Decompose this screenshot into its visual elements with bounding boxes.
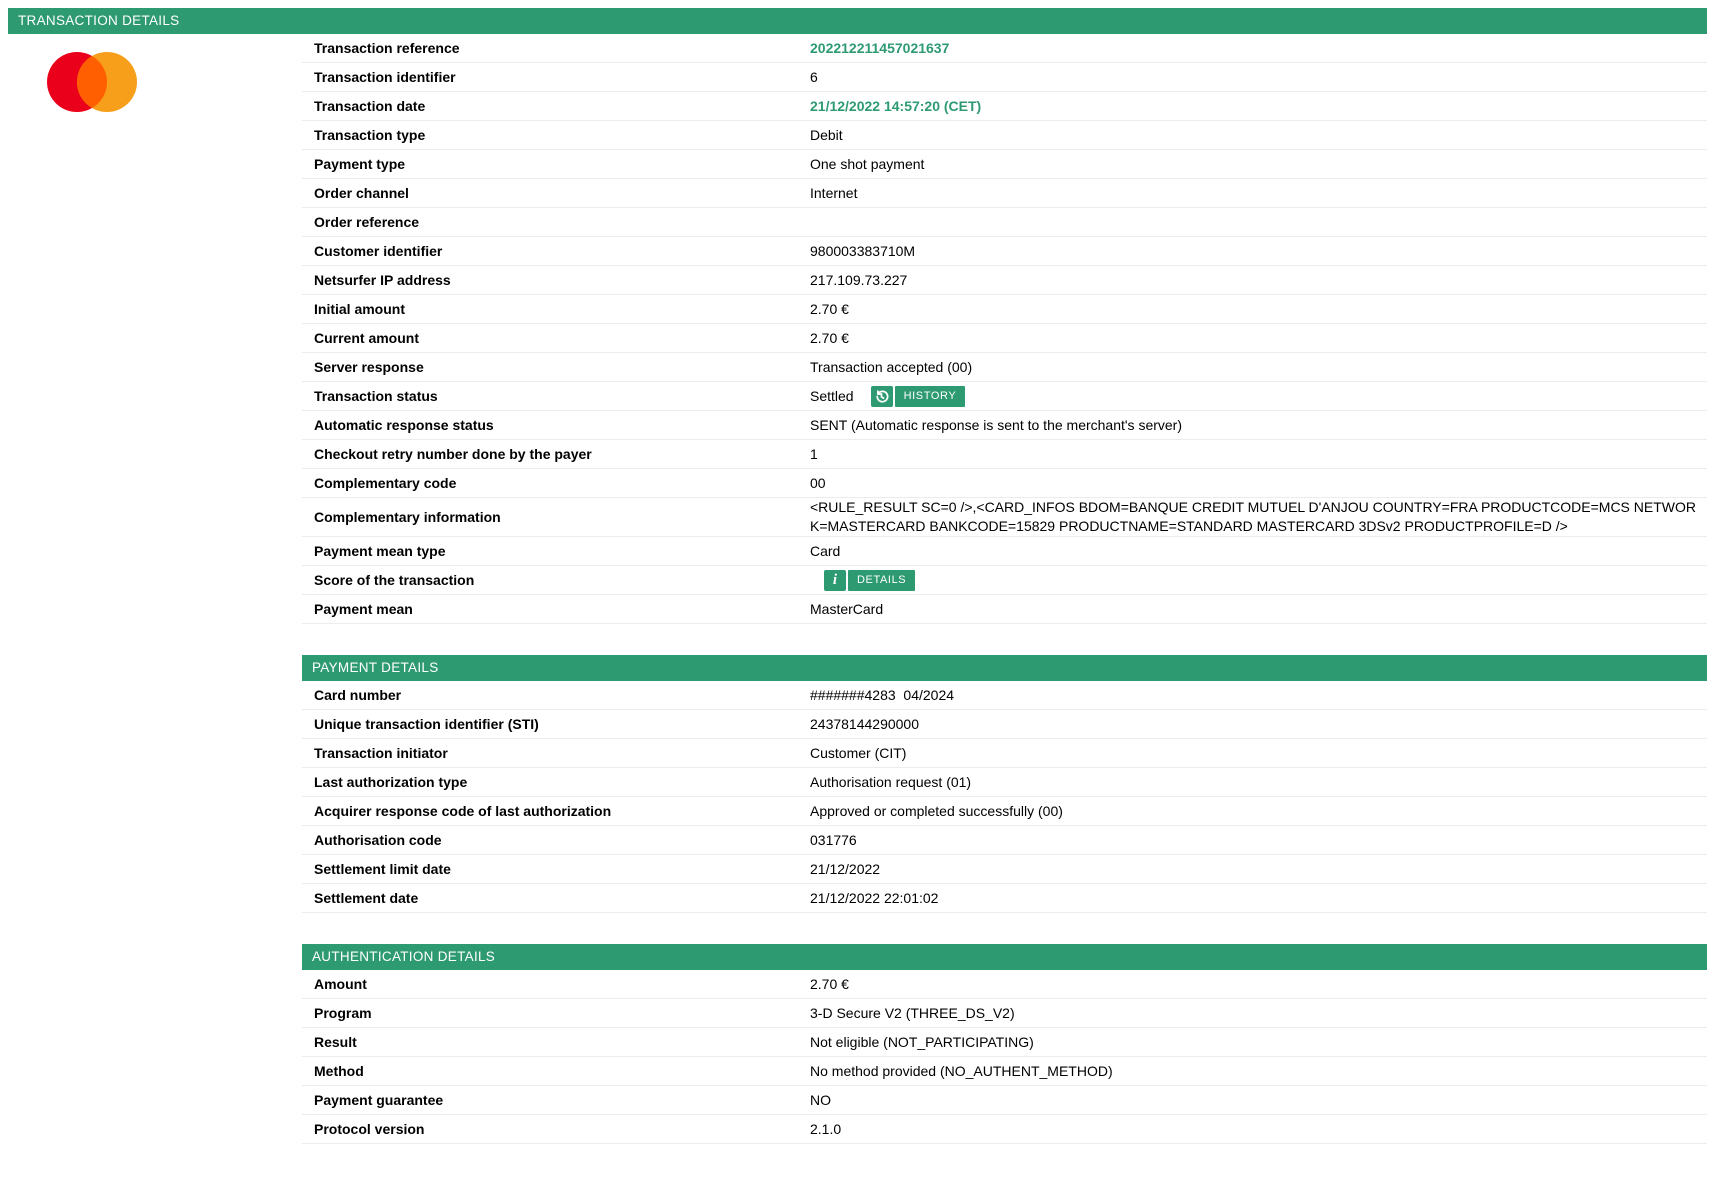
table-row	[302, 681, 1707, 710]
table-row	[302, 970, 1707, 999]
row-value-text: 00	[810, 474, 826, 491]
row-value-text: Approved or completed successfully (00)	[810, 802, 1063, 819]
table-row	[302, 537, 1707, 566]
row-value-text: SENT (Automatic response is sent to the merchant's server)	[810, 416, 1183, 433]
table-row	[302, 266, 1707, 295]
row-value-text: 21/12/2022	[810, 860, 881, 877]
mastercard-logo	[47, 52, 137, 115]
table-row	[302, 63, 1707, 92]
row-value	[810, 474, 1707, 493]
row-value	[810, 715, 1707, 734]
table-row	[302, 208, 1707, 237]
row-label: Order reference	[314, 214, 420, 230]
row-label: Transaction status	[314, 388, 438, 404]
row-value	[810, 744, 1707, 763]
row-value-text: 1	[810, 445, 818, 462]
table-row	[302, 150, 1707, 179]
row-value	[810, 773, 1707, 792]
row-label: Transaction reference	[314, 40, 460, 56]
button-label: DETAILS	[848, 570, 915, 591]
table-row	[302, 710, 1707, 739]
section-header-authentication-details: AUTHENTICATION DETAILS	[302, 944, 1707, 970]
table-row	[302, 382, 1707, 411]
history-icon	[871, 386, 893, 407]
row-value	[810, 329, 1707, 348]
table-row	[302, 34, 1707, 63]
table-row	[302, 1057, 1707, 1086]
row-value	[810, 686, 1707, 705]
mastercard-circles-icon	[47, 52, 137, 112]
row-label: Complementary information	[314, 509, 501, 525]
row-value-text: #######4283 04/2024	[810, 686, 955, 703]
row-value-text: <RULE_RESULT SC=0 />,<CARD_INFOS BDOM=BANQUE CREDIT MUTUEL D'ANJOU COUNTRY=FRA PRODUCTCODE=MCS NETWORK=MASTERCARD BANKCODE=15829 PRODUCTNAME=STANDARD MASTERCARD 3DSv2 PRODUCTPROFILE=D />	[810, 499, 1696, 534]
row-value-text: 21/12/2022 22:01:02	[810, 889, 939, 906]
row-value	[810, 155, 1707, 174]
row-value	[810, 1033, 1707, 1052]
row-label: Payment mean type	[314, 543, 446, 559]
row-label: Automatic response status	[314, 417, 494, 433]
row-value-text: 217.109.73.227	[810, 271, 908, 288]
row-value	[810, 184, 1707, 203]
row-label: Current amount	[314, 330, 419, 346]
row-value-text: 3-D Secure V2 (THREE_DS_V2)	[810, 1004, 1015, 1021]
row-label: Payment type	[314, 156, 406, 172]
row-value	[810, 126, 1707, 145]
table-row	[302, 179, 1707, 208]
row-label: Method	[314, 1063, 364, 1079]
sections-container	[8, 8, 1707, 1144]
row-label: Score of the transaction	[314, 572, 475, 588]
row-value-text: 980003383710M	[810, 242, 916, 259]
row-value-text: Internet	[810, 184, 858, 201]
row-value	[810, 831, 1707, 850]
table-row	[302, 411, 1707, 440]
row-value	[810, 68, 1707, 87]
row-value-text: Card	[810, 542, 841, 559]
row-value	[810, 1091, 1707, 1110]
table-row	[302, 1028, 1707, 1057]
history-button[interactable]	[871, 386, 966, 407]
table-row	[302, 739, 1707, 768]
row-label: Settlement date	[314, 890, 419, 906]
table-row	[302, 92, 1707, 121]
table-row	[302, 324, 1707, 353]
table-row	[302, 768, 1707, 797]
row-value-text: 2.1.0	[810, 1120, 842, 1137]
row-label: Transaction date	[314, 98, 426, 114]
row-label: Amount	[314, 976, 367, 992]
row-label: Server response	[314, 359, 424, 375]
row-label: Unique transaction identifier (STI)	[314, 716, 539, 732]
row-value-text: Debit	[810, 126, 843, 143]
row-value	[810, 802, 1707, 821]
section-rows	[302, 34, 1707, 624]
row-value-text: Not eligible (NOT_PARTICIPATING)	[810, 1033, 1034, 1050]
row-label: Order channel	[314, 185, 409, 201]
table-row	[302, 498, 1707, 537]
row-label: Last authorization type	[314, 774, 468, 790]
row-label: Payment guarantee	[314, 1092, 444, 1108]
row-label: Acquirer response code of last authorization	[314, 803, 612, 819]
button-label: HISTORY	[895, 386, 966, 407]
row-value-text: 2.70 €	[810, 975, 849, 992]
row-value	[810, 1120, 1707, 1139]
row-label: Settlement limit date	[314, 861, 451, 877]
row-value	[810, 1062, 1707, 1081]
section-rows	[302, 681, 1707, 913]
row-value-text: No method provided (NO_AUTHENT_METHOD)	[810, 1062, 1113, 1079]
row-value	[810, 860, 1707, 879]
row-value-text: One shot payment	[810, 155, 925, 172]
row-label: Program	[314, 1005, 372, 1021]
row-value-text: 2.70 €	[810, 300, 849, 317]
row-value	[810, 39, 1707, 58]
table-row	[302, 826, 1707, 855]
row-value	[810, 498, 1707, 536]
row-value	[810, 570, 1707, 591]
section-header-transaction-details: TRANSACTION DETAILS	[8, 8, 1707, 34]
row-value	[810, 889, 1707, 908]
row-value	[810, 1004, 1707, 1023]
row-value	[810, 975, 1707, 994]
table-row	[302, 1086, 1707, 1115]
table-row	[302, 797, 1707, 826]
table-row	[302, 353, 1707, 382]
section-payment-details	[8, 655, 1707, 913]
row-label: Initial amount	[314, 301, 405, 317]
table-row	[302, 999, 1707, 1028]
row-label: Netsurfer IP address	[314, 272, 451, 288]
row-value-text: Settled	[810, 387, 854, 404]
row-value-text: Transaction accepted (00)	[810, 358, 973, 375]
table-row	[302, 595, 1707, 624]
table-row	[302, 566, 1707, 595]
table-row	[302, 440, 1707, 469]
row-value	[810, 600, 1707, 619]
row-value-text: MasterCard	[810, 600, 884, 617]
row-value-text: Customer (CIT)	[810, 744, 907, 761]
info-icon: i	[824, 570, 846, 591]
row-label: Transaction initiator	[314, 745, 448, 761]
section-authentication-details	[8, 944, 1707, 1144]
row-value-text: NO	[810, 1091, 831, 1108]
table-row	[302, 1115, 1707, 1144]
row-label: Complementary code	[314, 475, 457, 491]
row-value	[810, 416, 1707, 435]
section-transaction-details	[8, 8, 1707, 624]
row-label: Authorisation code	[314, 832, 442, 848]
row-value	[810, 242, 1707, 261]
row-value-text: 6	[810, 68, 818, 85]
row-value	[810, 358, 1707, 377]
table-row	[302, 884, 1707, 913]
table-row	[302, 295, 1707, 324]
table-row	[302, 469, 1707, 498]
row-label: Result	[314, 1034, 357, 1050]
row-label: Card number	[314, 687, 402, 703]
row-label: Transaction type	[314, 127, 426, 143]
row-value-text: 2.70 €	[810, 329, 849, 346]
row-value-text: 031776	[810, 831, 857, 848]
row-label: Protocol version	[314, 1121, 425, 1137]
row-label: Customer identifier	[314, 243, 443, 259]
row-value	[810, 386, 1707, 407]
row-label: Checkout retry number done by the payer	[314, 446, 592, 462]
row-value	[810, 300, 1707, 319]
table-row	[302, 237, 1707, 266]
section-rows	[302, 970, 1707, 1144]
row-value	[810, 445, 1707, 464]
row-label: Payment mean	[314, 601, 413, 617]
row-label: Transaction identifier	[314, 69, 456, 85]
row-value	[810, 542, 1707, 561]
row-value-text: 202212211457021637	[810, 39, 950, 56]
details-button[interactable]	[824, 570, 915, 591]
row-value-text: 24378144290000	[810, 715, 920, 732]
table-row	[302, 855, 1707, 884]
row-value-text: 21/12/2022 14:57:20 (CET)	[810, 97, 982, 114]
row-value	[810, 271, 1707, 290]
section-header-payment-details: PAYMENT DETAILS	[302, 655, 1707, 681]
row-value	[810, 97, 1707, 116]
table-row	[302, 121, 1707, 150]
row-value-text: Authorisation request (01)	[810, 773, 972, 790]
